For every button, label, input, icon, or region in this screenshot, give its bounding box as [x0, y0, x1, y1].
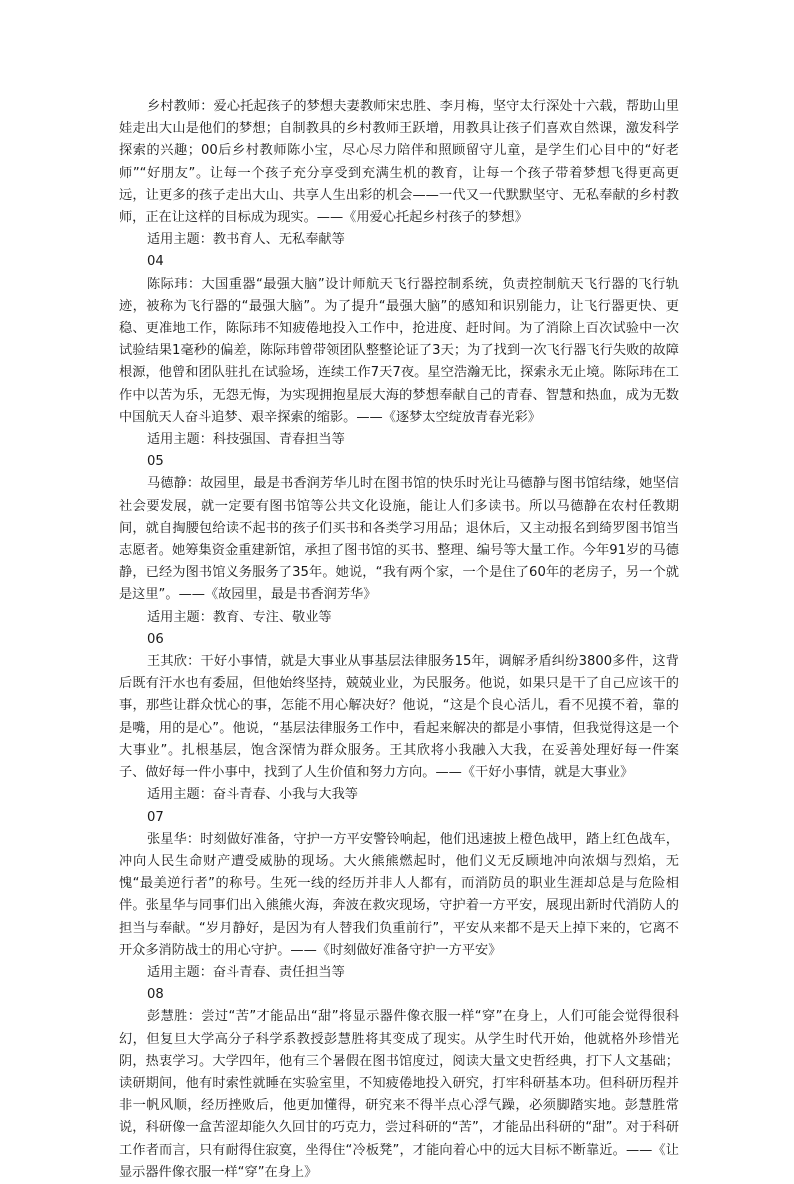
section-body: 王其欣：干好小事情，就是大事业从事基层法律服务15年，调解矛盾纠纷3800多件，这背后既有汗水也有委屈，但他始终坚持，兢兢业业，为民服务。他说，如果只是干了自己应该干的事，那些让群众忧心的事，怎能不用心解决好？他说，“这是个良心活儿，看不见摸不着，靠的是嘴，用的是心”。他说，“基层法律服务工作中，看起来解决的都是小事情，但我觉得这是一个大事业”。扎根基层，饱含深情为群众服务。王其欣将小我融入大我，在妥善处理好每一件案子、做好每一件小事中，找到了人生价值和努力方向。——《干好小事情，就是大事业》: [119, 654, 679, 781]
document-page: [119, 96, 679, 1184]
section-topic: 适用主题：科技强国、青春担当等: [147, 432, 345, 448]
section-topic: 适用主题：奋斗青春、责任担当等: [147, 964, 345, 980]
section-number: 06: [147, 631, 164, 647]
section-number: 08: [147, 987, 164, 1003]
section-body: 张星华：时刻做好准备，守护一方平安警铃响起，他们迅速披上橙色战甲，踏上红色战车，冲向人民生命财产遭受威胁的现场。大火熊熊燃起时，他们义无反顾地冲向浓烟与烈焰，无愧“最美逆行者”的称号。生死一线的经历并非人人都有，而消防员的职业生涯却总是与危险相伴。张星华与同事们出入熊熊火海，奔波在救灾现场，守护着一方平安，展现出新时代消防人的担当与奉献。“岁月静好，是因为有人替我们负重前行”，平安从来都不是天上掉下来的，它离不开众多消防战士的用心守护。——《时刻做好准备守护一方平安》: [119, 831, 679, 958]
section-body: 彭慧胜：尝过“苦”才能品出“甜”将显示器件像衣服一样“穿”在身上，人们可能会觉得很科幻，但复旦大学高分子科学系教授彭慧胜将其变成了现实。从学生时代开始，他就格外珍惜光阴，热衷学习。大学四年，他有三个暑假在图书馆度过，阅读大量文史哲经典，打下人文基础；读研期间，他有时索性就睡在实验室里，不知疲倦地投入研究，打牢科研基本功。但科研历程并非一帆风顺，经历挫败后，他更加懂得，研究来不得半点心浮气躁，必须脚踏实地。彭慧胜常说，科研像一盒苦涩却能久久回甘的巧克力，尝过科研的“苦”，才能品出科研的“甜”。对于科研工作者而言，只有耐得住寂寞，坐得住“冷板凳”，才能向着心中的远大目标不断靠近。——《让显示器件像衣服一样“穿”在身上》: [119, 1009, 679, 1180]
section-number: 07: [147, 809, 164, 825]
section-body: 马德静：故园里，最是书香润芳华儿时在图书馆的快乐时光让马德静与图书馆结缘，她坚信社会要发展，就一定要有图书馆等公共文化设施，能让人们多读书。所以马德静在农村任教期间，就自掏腰包给读不起书的孩子们买书和各类学习用品；退休后，又主动报名到绮罗图书馆当志愿者。她筹集资金重建新馆，承担了图书馆的买书、整理、编号等大量工作。今年91岁的马德静，已经为图书馆义务服务了35年。她说，“我有两个家，一个是住了60年的老房子，另一个就是这里”。——《故园里，最是书香润芳华》: [119, 476, 679, 603]
section-topic: 适用主题：奋斗青春、小我与大我等: [147, 787, 358, 803]
section-number: 05: [147, 454, 164, 470]
section-number: 04: [147, 254, 164, 270]
section-topic: 适用主题：教书育人、无私奉献等: [147, 232, 345, 248]
section-topic: 适用主题：教育、专注、敬业等: [147, 609, 332, 625]
section-body: 陈际玮：大国重器“最强大脑”设计师航天飞行器控制系统，负责控制航天飞行器的飞行轨迹，被称为飞行器的“最强大脑”。为了提升“最强大脑”的感知和识别能力，让飞行器更快、更稳、更准地工作，陈际玮不知疲倦地投入工作中，抢进度、赶时间。为了消除上百次试验中一次试验结果1毫秒的偏差，陈际玮曾带领团队整整论证了3天；为了找到一次飞行器飞行失败的故障根源，他曾和团队驻扎在试验场，连续工作7天7夜。星空浩瀚无比，探索永无止境。陈际玮在工作中以苦为乐，无怨无悔，为实现拥抱星辰大海的梦想奉献自己的青春、智慧和热血，成为无数中国航天人奋斗追梦、艰辛探索的缩影。——《逐梦太空绽放青春光彩》: [119, 276, 679, 425]
section-body: 乡村教师：爱心托起孩子的梦想夫妻教师宋忠胜、李月梅，坚守太行深处十六载，帮助山里娃走出大山是他们的梦想；自制教具的乡村教师王跃增，用教具让孩子们喜欢自然课，激发科学探索的兴趣；00后乡村教师陈小宝，尽心尽力陪伴和照顾留守儿童，是学生们心目中的“好老师”“好朋友”。让每一个孩子充分享受到充满生机的教育，让每一个孩子带着梦想飞得更高更远，让更多的孩子走出大山、共享人生出彩的机会——一代又一代默默坚守、无私奉献的乡村教师，正在让这样的目标成为现实。——《用爱心托起乡村孩子的梦想》: [119, 99, 679, 226]
